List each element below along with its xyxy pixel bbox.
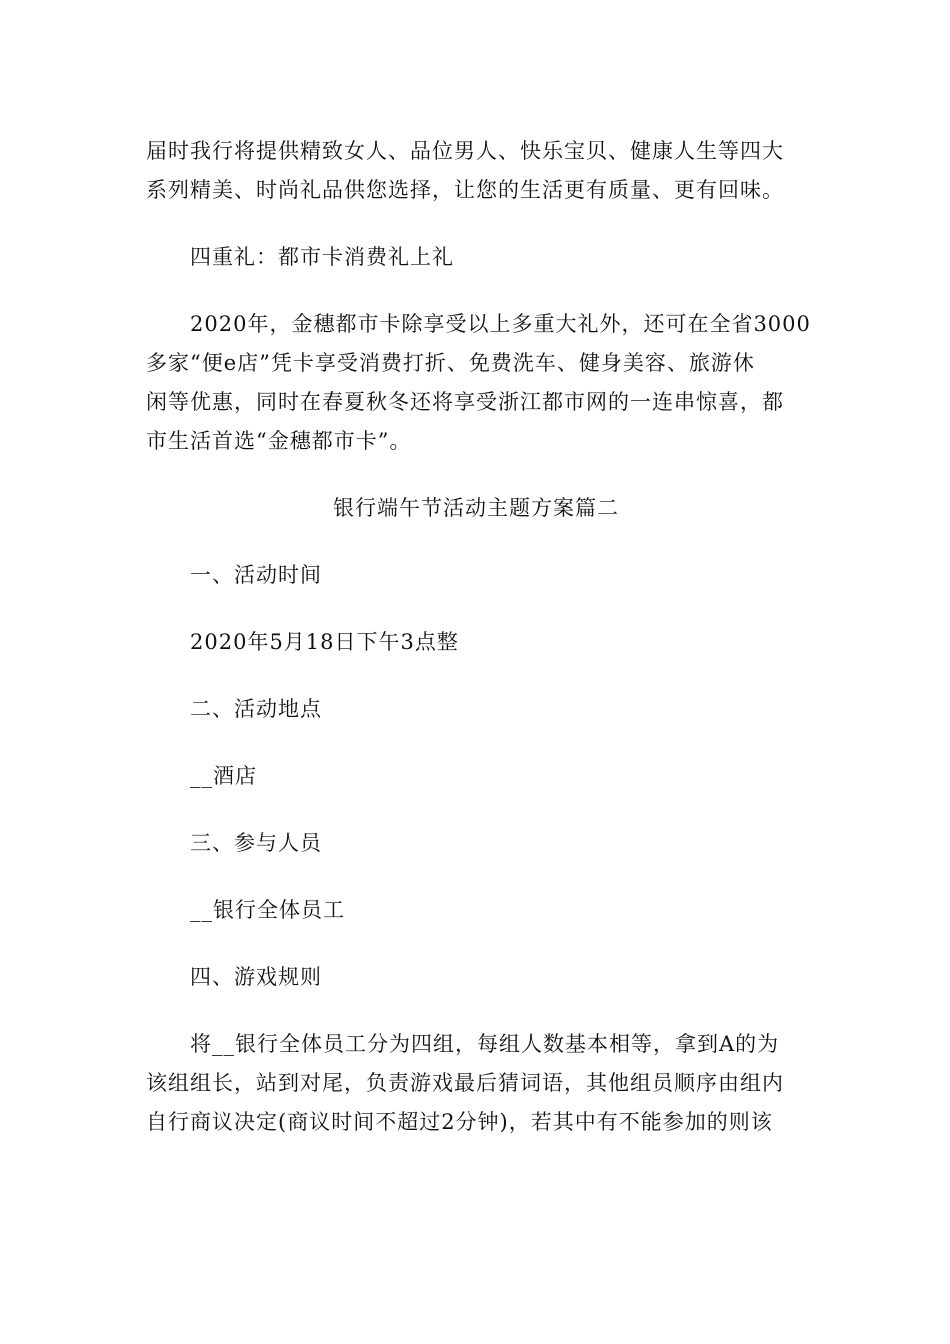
section-title-rules: 四、游戏规则: [190, 965, 322, 989]
paragraph-gifts: [146, 132, 806, 210]
section-body-participants: __银行全体员工: [190, 898, 345, 922]
text-line: 市生活首选“金穗都市卡”。: [146, 429, 412, 453]
text-line: 多家“便e店”凭卡享受消费打折、免费洗车、健身美容、旅游休: [146, 351, 755, 375]
section-title-participants: 三、参与人员: [190, 831, 322, 855]
text-line: 将__银行全体员工分为四组，每组人数基本相等，拿到A的为: [190, 1032, 780, 1056]
paragraph-fourth-gift: 四重礼：都市卡消费礼上礼: [190, 245, 454, 269]
section-heading: 银行端午节活动主题方案篇二: [333, 496, 619, 520]
text-line: 2020年，金穗都市卡除享受以上多重大礼外，还可在全省3000: [190, 312, 811, 336]
text-line: 闲等优惠，同时在春夏秋冬还将享受浙江都市网的一连串惊喜，都: [146, 390, 784, 414]
text-line: 该组组长，站到对尾，负责游戏最后猜词语，其他组员顺序由组内: [146, 1071, 784, 1095]
text-line: 届时我行将提供精致女人、品位男人、快乐宝贝、健康人生等四大: [146, 139, 784, 163]
section-body-time: 2020年5月18日下午3点整: [190, 630, 459, 654]
section-title-time: 一、活动时间: [190, 563, 322, 587]
section-body-location: __酒店: [190, 764, 257, 788]
text-line: 自行商议决定(商议时间不超过2分钟)，若其中有不能参加的则该: [146, 1110, 773, 1134]
paragraph-rules: [146, 1025, 806, 1142]
text-line: 系列精美、时尚礼品供您选择，让您的生活更有质量、更有回味。: [146, 178, 784, 202]
section-title-location: 二、活动地点: [190, 697, 322, 721]
document-page: [146, 132, 811, 1170]
paragraph-city-card: [146, 305, 811, 461]
